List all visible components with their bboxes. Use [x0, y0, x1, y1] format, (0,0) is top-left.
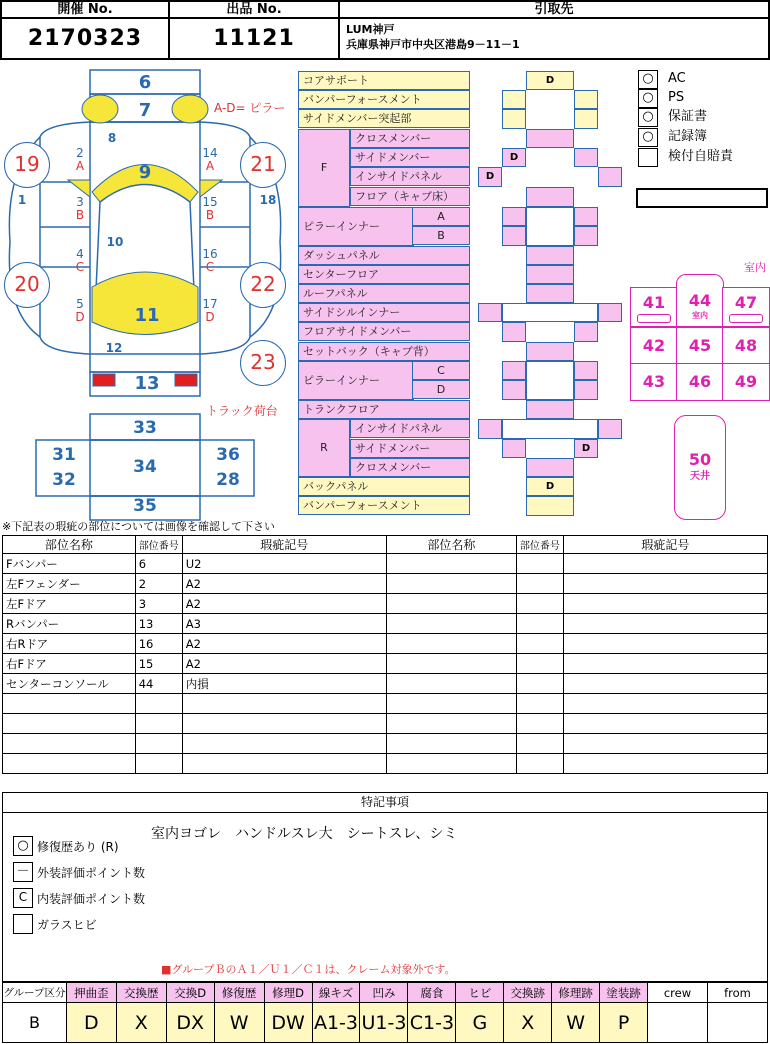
- code-legend-table: [2, 982, 768, 1043]
- damage-cell-defect: A3: [182, 614, 386, 634]
- damage-row: [3, 734, 768, 754]
- legend-header-cell: グループ区分: [3, 983, 67, 1003]
- legend-exterior: [13, 859, 145, 885]
- part-trunk-floor: トランクフロア: [298, 400, 470, 419]
- damage-cell-part-name-2: [386, 554, 516, 574]
- part-side-member-tip: サイドメンバー突起部: [298, 109, 470, 128]
- part-dash-panel: ダッシュパネル: [298, 246, 470, 265]
- legend-header-cell: 交換跡: [504, 983, 552, 1003]
- pos-8: 8: [107, 131, 117, 145]
- legend-header-cell: 凹み: [360, 983, 408, 1003]
- pillar-b-left: B: [75, 208, 85, 222]
- notes-footnote: ■グループＢのＡ１／Ｕ１／Ｃ１は、クレーム対象外です。: [161, 963, 456, 976]
- option-record-label: 記録簿: [668, 129, 708, 144]
- damage-cell-defect: [182, 754, 386, 774]
- cell-inside-r-mid: [502, 419, 598, 439]
- cell-cross-r: [526, 458, 574, 477]
- cell-pillar-a-r: [574, 207, 598, 226]
- legend-value-cell: X: [504, 1003, 552, 1043]
- cell-pillar-cd-mid: [526, 361, 574, 400]
- pos-5-num: 5: [76, 297, 84, 311]
- interior-43: 43: [630, 363, 678, 401]
- damage-cell-part-no-2: [516, 554, 563, 574]
- truck-33: 33: [133, 418, 157, 438]
- damage-row: [3, 574, 768, 594]
- damage-cell-part-name: 右Fドア: [3, 654, 136, 674]
- pillar-a-right: A: [205, 159, 215, 173]
- truck-34: 34: [133, 457, 157, 477]
- pos-17: [200, 298, 220, 324]
- legend-interior-mark: C: [13, 888, 33, 908]
- cell-sill-r: [598, 303, 622, 322]
- damage-cell-part-no: [135, 734, 182, 754]
- legend-header-cell: crew: [648, 983, 708, 1003]
- truck-36: 36: [216, 445, 240, 465]
- legend-header-cell: 修理跡: [552, 983, 600, 1003]
- damage-cell-part-name-2: [386, 734, 516, 754]
- damage-row: [3, 614, 768, 634]
- cell-sidemember-rl: [502, 439, 526, 458]
- pillar-d-right: D: [205, 310, 215, 324]
- interior-47-num: 47: [734, 293, 758, 312]
- damage-row: [3, 714, 768, 734]
- interior-50: [674, 415, 726, 520]
- damage-cell-part-name: 左Fフェンダー: [3, 574, 136, 594]
- cell-bumper-r-bottom: [526, 496, 574, 516]
- cell-pillar-b-l: [502, 226, 526, 246]
- option-insurance-box: [638, 148, 658, 167]
- pos-3-num: 3: [76, 195, 84, 209]
- part-core-support: コアサポート: [298, 71, 470, 90]
- legend-header-cell: from: [707, 983, 767, 1003]
- damage-cell-part-no: 44: [135, 674, 182, 694]
- legend-value-cell: A1-3: [312, 1003, 360, 1043]
- option-warranty-box: ○: [638, 108, 658, 127]
- pos-16-num: 16: [202, 247, 218, 261]
- part-inside-panel-r: インサイドパネル: [350, 419, 470, 438]
- damage-cell-defect: A2: [182, 574, 386, 594]
- damage-row: [3, 554, 768, 574]
- damage-cell-part-name-2: [386, 594, 516, 614]
- pos-2: [72, 147, 88, 173]
- cell-tip-l: [502, 109, 526, 129]
- part-pillar-inner-cd: ピラーインナー: [298, 361, 414, 400]
- cell-floor-side-l: [502, 322, 526, 342]
- pickup-label: 引取先: [338, 0, 770, 18]
- damage-cell-defect-2: [563, 614, 767, 634]
- cell-core-support: D: [526, 71, 574, 90]
- legend-header-cell: 塗装跡: [600, 983, 648, 1003]
- interior-42: 42: [630, 327, 678, 365]
- damage-row: [3, 754, 768, 774]
- col-part-name-2: 部位名称: [386, 536, 516, 554]
- legend-repair-mark: ○: [13, 836, 33, 856]
- cell-sidemember-fl: D: [502, 148, 526, 167]
- damage-cell-part-name: 右Rドア: [3, 634, 136, 654]
- damage-cell-part-name: [3, 734, 136, 754]
- pickup-address: 兵庫県神戸市中央区港島9－11－1: [346, 38, 520, 51]
- pillar-b-right: B: [205, 208, 215, 222]
- damage-row: [3, 594, 768, 614]
- damage-cell-defect: A2: [182, 654, 386, 674]
- col-defect: 瑕疵記号: [182, 536, 386, 554]
- damage-cell-defect-2: [563, 734, 767, 754]
- pillar-legend: A-D= ピラー: [214, 101, 286, 115]
- cell-sill-l: [478, 303, 502, 322]
- damage-row: [3, 634, 768, 654]
- pos-3: [72, 196, 88, 222]
- damage-cell-part-name-2: [386, 654, 516, 674]
- damage-cell-defect-2: [563, 554, 767, 574]
- damage-table-header: [3, 536, 768, 554]
- pos-14: [200, 147, 220, 173]
- part-bumper-reinf-r: バンパーフォースメント: [298, 496, 470, 515]
- legend-value-cell: X: [116, 1003, 166, 1043]
- part-center-floor: センターフロア: [298, 265, 470, 284]
- damage-cell-defect-2: [563, 634, 767, 654]
- legend-value-cell: D: [66, 1003, 116, 1043]
- damage-cell-part-no-2: [516, 734, 563, 754]
- damage-cell-defect-2: [563, 714, 767, 734]
- damage-cell-part-no: 16: [135, 634, 182, 654]
- legend-header-cell: 交換D: [166, 983, 214, 1003]
- pos-5: [72, 298, 88, 324]
- interior-45: 45: [676, 327, 724, 365]
- damage-cell-defect: [182, 694, 386, 714]
- notes-text: 室内ヨゴレ ハンドルスレ大 シートスレ、シミ: [151, 826, 458, 842]
- special-notes: [2, 792, 768, 982]
- damage-cell-part-name-2: [386, 754, 516, 774]
- legend-glass: [13, 911, 145, 937]
- pos-2-num: 2: [76, 146, 84, 160]
- part-side-member-r: サイドメンバー: [350, 439, 470, 458]
- interior-47: [722, 287, 770, 327]
- part-roof-panel: ルーフパネル: [298, 284, 470, 303]
- interior-48: 48: [722, 327, 770, 365]
- damage-cell-part-name: [3, 754, 136, 774]
- legend-value-cell: DW: [264, 1003, 312, 1043]
- damage-cell-defect: [182, 714, 386, 734]
- damage-cell-part-name: センターコンソール: [3, 674, 136, 694]
- part-group-r: [298, 419, 350, 477]
- interior-50-num: 50: [688, 450, 712, 469]
- legend-value-cell: B: [3, 1003, 67, 1043]
- pillar-a-left: A: [75, 159, 85, 173]
- interior-label: 室内: [744, 261, 766, 274]
- part-setback: セットバック（キャブ背）: [298, 342, 470, 361]
- option-record-box: ○: [638, 128, 658, 147]
- damage-cell-part-name-2: [386, 634, 516, 654]
- legend-header-row: [3, 983, 768, 1003]
- damage-cell-part-name: Rバンパー: [3, 614, 136, 634]
- damage-cell-defect-2: [563, 694, 767, 714]
- damage-cell-part-name: [3, 714, 136, 734]
- cell-pillar-d-r: [574, 380, 598, 400]
- legend-header-cell: 線キズ: [312, 983, 360, 1003]
- damage-table: [2, 535, 768, 774]
- legend-interior: [13, 885, 145, 911]
- legend-value-cell: C1-3: [408, 1003, 456, 1043]
- pillar-d-left: D: [75, 310, 85, 324]
- damage-cell-part-name-2: [386, 674, 516, 694]
- legend-header-cell: 修理D: [264, 983, 312, 1003]
- part-pillar-b: B: [412, 226, 470, 245]
- cell-floor-side-r: [574, 322, 598, 342]
- damage-cell-defect: 内損: [182, 674, 386, 694]
- part-side-member: サイドメンバー: [350, 148, 470, 167]
- col-part-no: 部位番号: [135, 536, 182, 554]
- pos-10: 10: [106, 235, 124, 249]
- part-group-f-label: F: [320, 161, 328, 174]
- option-insurance-label: 検付自賠責: [668, 149, 734, 164]
- damage-row: [3, 694, 768, 714]
- part-pillar-d: D: [412, 380, 470, 399]
- auction-no: 2170323: [0, 17, 170, 60]
- option-ps-box: ○: [638, 89, 658, 108]
- damage-cell-part-no-2: [516, 754, 563, 774]
- damage-cell-part-name: [3, 694, 136, 714]
- pos-16: [200, 248, 220, 274]
- wheel-21: 21: [240, 142, 286, 188]
- damage-cell-defect-2: [563, 574, 767, 594]
- damage-cell-part-no-2: [516, 614, 563, 634]
- part-cross-member: クロスメンバー: [350, 129, 470, 148]
- pickup-box: [338, 17, 770, 60]
- damage-cell-part-no: 6: [135, 554, 182, 574]
- damage-cell-part-name-2: [386, 694, 516, 714]
- interior-44-sub: 室内: [692, 311, 708, 320]
- cell-bumper-l: [502, 90, 526, 109]
- legend-interior-label: 内装評価ポイント数: [37, 891, 146, 906]
- pos-15-num: 15: [202, 195, 218, 209]
- cell-inside-fl: D: [478, 167, 502, 187]
- legend-header-cell: ヒビ: [456, 983, 504, 1003]
- truck-31: 31: [52, 445, 76, 465]
- pos-9: 9: [138, 162, 152, 183]
- interior-41: [630, 287, 678, 327]
- damage-cell-part-no: 15: [135, 654, 182, 674]
- damage-cell-defect: [182, 734, 386, 754]
- interior-50-sub: 天井: [690, 471, 710, 482]
- cell-sill-mid: [502, 303, 598, 322]
- damage-cell-part-no-2: [516, 634, 563, 654]
- damage-cell-part-no-2: [516, 654, 563, 674]
- part-bumper-reinf: バンパーフォースメント: [298, 90, 470, 109]
- damage-cell-defect: U2: [182, 554, 386, 574]
- legend-value-cell: W: [214, 1003, 264, 1043]
- damage-cell-part-name: Fバンパー: [3, 554, 136, 574]
- legend-list: [13, 833, 145, 937]
- truck-bed-label: トラック荷台: [206, 404, 278, 418]
- cell-pillar-c-l: [502, 361, 526, 380]
- col-part-name: 部位名称: [3, 536, 136, 554]
- legend-exterior-label: 外装評価ポイント数: [37, 865, 146, 880]
- damage-cell-part-no-2: [516, 574, 563, 594]
- part-pillar-inner-ab: ピラーインナー: [298, 207, 414, 246]
- cell-trunk: [526, 400, 574, 419]
- legend-value-cell: [707, 1003, 767, 1043]
- pillar-c-left: C: [75, 260, 85, 274]
- pickup-name: LUM神戸: [346, 23, 395, 36]
- truck-35: 35: [133, 496, 157, 516]
- cell-inside-rl: [478, 419, 502, 439]
- wheel-23: 23: [240, 340, 286, 386]
- legend-glass-label: ガラスヒビ: [37, 917, 97, 932]
- wheel-20: 20: [4, 262, 50, 308]
- cell-cross-f: [526, 129, 574, 148]
- damage-cell-part-name-2: [386, 714, 516, 734]
- legend-value-cell: DX: [166, 1003, 214, 1043]
- legend-header-cell: 交換歴: [116, 983, 166, 1003]
- cell-pillar-d-l: [502, 380, 526, 400]
- interior-46: 46: [676, 363, 724, 401]
- cell-dash: [526, 246, 574, 265]
- part-floor-cab: フロア（キャブ床）: [350, 187, 470, 206]
- part-floor-side-member: フロアサイドメンバー: [298, 322, 470, 341]
- col-defect-2: 瑕疵記号: [563, 536, 767, 554]
- pos-18: 18: [259, 193, 277, 207]
- part-back-panel: バックパネル: [298, 477, 470, 496]
- image-note: ※下記表の瑕疵の部位については画像を確認して下さい: [2, 520, 275, 533]
- pos-15: [200, 196, 220, 222]
- legend-header-cell: 修復歴: [214, 983, 264, 1003]
- option-ac-box: ○: [638, 70, 658, 89]
- interior-44-num: 44: [688, 291, 712, 310]
- lot-no: 11121: [168, 17, 340, 60]
- legend-glass-mark: [13, 914, 33, 934]
- legend-value-cell: [648, 1003, 708, 1043]
- option-warranty-label: 保証書: [668, 109, 708, 124]
- auction-no-label: 開催 No.: [0, 0, 170, 18]
- pillar-c-right: C: [205, 260, 215, 274]
- legend-header-cell: 腐食: [408, 983, 456, 1003]
- cell-pillar-c-r: [574, 361, 598, 380]
- cell-inside-rr: [598, 419, 622, 439]
- damage-cell-defect-2: [563, 594, 767, 614]
- damage-cell-part-name: 左Fドア: [3, 594, 136, 614]
- cell-back-panel: D: [526, 477, 574, 496]
- cell-sidemember-fr: [574, 148, 598, 167]
- part-pillar-a: A: [412, 207, 470, 226]
- damage-cell-defect-2: [563, 754, 767, 774]
- pos-4-num: 4: [76, 247, 84, 261]
- cell-sidemember-rr: D: [574, 439, 598, 458]
- damage-cell-part-no: 2: [135, 574, 182, 594]
- wheel-19: 19: [4, 142, 50, 188]
- legend-value-cell: P: [600, 1003, 648, 1043]
- interior-47-seat: [729, 314, 763, 323]
- interior-49: 49: [722, 363, 770, 401]
- cell-bumper-r: [574, 90, 598, 109]
- pos-6: 6: [138, 72, 152, 93]
- damage-cell-part-no-2: [516, 594, 563, 614]
- pos-4: [72, 248, 88, 274]
- cell-setback: [526, 342, 574, 361]
- damage-cell-defect-2: [563, 654, 767, 674]
- cell-pillar-ab-mid: [526, 207, 574, 246]
- damage-cell-part-no: [135, 694, 182, 714]
- damage-cell-part-name-2: [386, 614, 516, 634]
- damage-cell-part-no: 13: [135, 614, 182, 634]
- col-part-no-2: 部位番号: [516, 536, 563, 554]
- part-inside-panel: インサイドパネル: [350, 167, 470, 186]
- lot-no-label: 出品 No.: [168, 0, 340, 18]
- wheel-22: 22: [240, 262, 286, 308]
- damage-cell-part-name-2: [386, 574, 516, 594]
- cell-inside-fr: [598, 167, 622, 187]
- damage-cell-defect: A2: [182, 594, 386, 614]
- legend-value-cell: W: [552, 1003, 600, 1043]
- pos-14-num: 14: [202, 146, 218, 160]
- cell-pillar-a-l: [502, 207, 526, 226]
- damage-cell-defect-2: [563, 674, 767, 694]
- damage-cell-part-no-2: [516, 674, 563, 694]
- part-pillar-c: C: [412, 361, 470, 380]
- notes-title: 特記事項: [3, 793, 767, 813]
- part-cross-member-r: クロスメンバー: [350, 458, 470, 477]
- part-group-f: [298, 129, 350, 207]
- truck-32: 32: [52, 470, 76, 490]
- damage-cell-part-no: 3: [135, 594, 182, 614]
- damage-cell-part-no-2: [516, 714, 563, 734]
- legend-header-cell: 押曲歪: [66, 983, 116, 1003]
- pos-12: 12: [105, 341, 123, 355]
- damage-cell-part-no: [135, 754, 182, 774]
- truck-28: 28: [216, 470, 240, 490]
- pos-17-num: 17: [202, 297, 218, 311]
- damage-row: [3, 654, 768, 674]
- legend-repair: [13, 833, 145, 859]
- cell-roof: [526, 284, 574, 303]
- cell-tip-r: [574, 109, 598, 129]
- damage-cell-defect: A2: [182, 634, 386, 654]
- part-group-r-label: R: [320, 441, 328, 454]
- option-ac-label: AC: [668, 71, 686, 86]
- legend-value-row: [3, 1003, 768, 1043]
- interior-44: [676, 274, 724, 327]
- options-blank-box: [636, 188, 768, 208]
- legend-value-cell: G: [456, 1003, 504, 1043]
- pos-1: 1: [17, 193, 27, 207]
- interior-41-seat: [637, 314, 671, 323]
- pos-11: 11: [134, 305, 160, 326]
- interior-41-num: 41: [642, 293, 666, 312]
- damage-cell-part-no-2: [516, 694, 563, 714]
- legend-repair-label: 修復歴あり (R): [37, 839, 119, 854]
- cell-center-floor: [526, 265, 574, 284]
- damage-row: [3, 674, 768, 694]
- pos-13: 13: [134, 373, 160, 394]
- cell-floor-cab: [526, 187, 574, 207]
- cell-pillar-b-r: [574, 226, 598, 246]
- damage-cell-part-no: [135, 714, 182, 734]
- legend-exterior-mark: －: [13, 862, 33, 882]
- option-ps-label: PS: [668, 90, 685, 105]
- legend-value-cell: U1-3: [360, 1003, 408, 1043]
- part-side-sill-inner: サイドシルインナー: [298, 303, 470, 322]
- pos-7: 7: [138, 100, 152, 121]
